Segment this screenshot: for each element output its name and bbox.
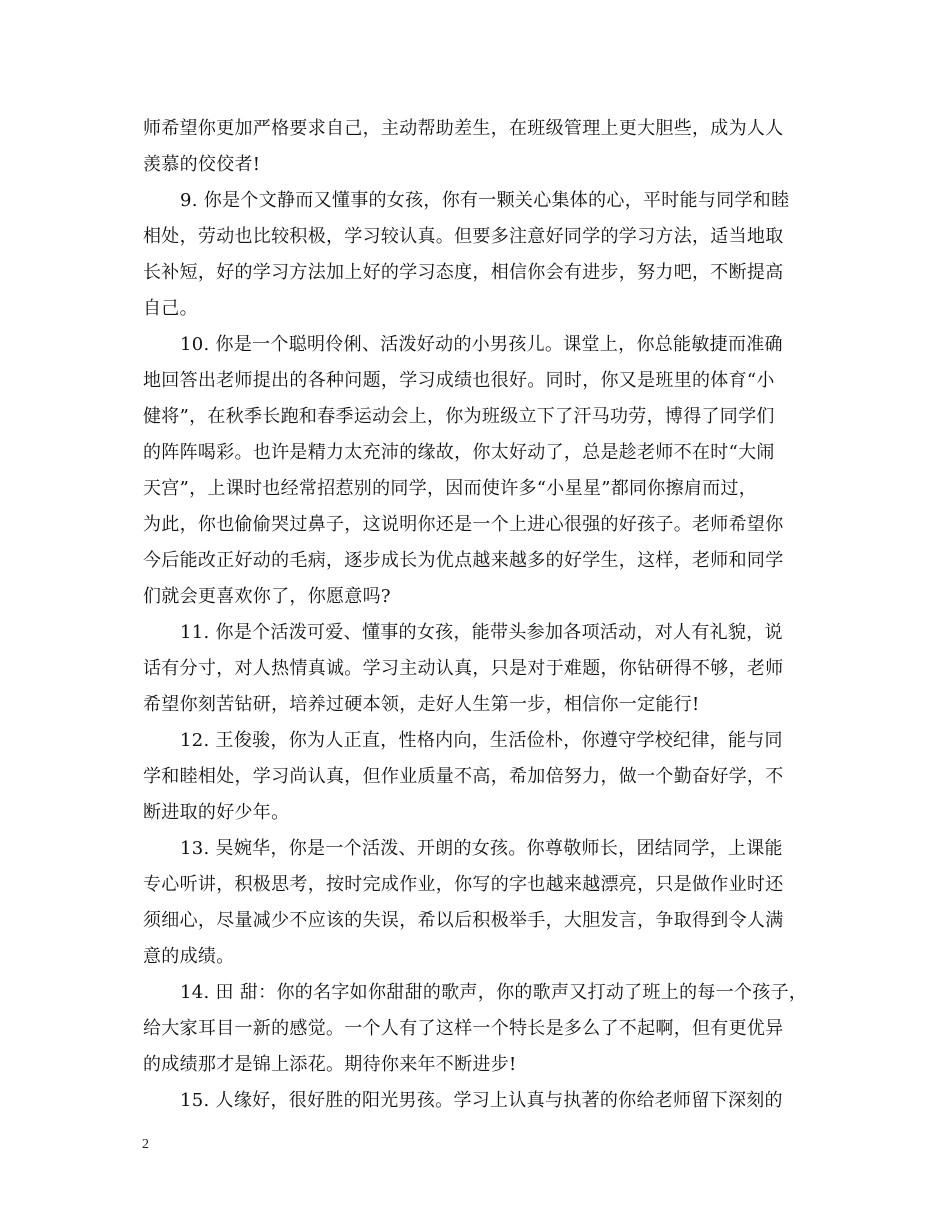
text-line: 们就会更喜欢你了，你愿意吗? xyxy=(143,586,391,607)
text-line: 须细心，尽量减少不应该的失误，希以后积极举手，大胆发言，争取得到令人满 xyxy=(143,910,784,931)
text-line: 相处，劳动也比较积极，学习较认真。但要多注意好同学的学习方法，适当地取 xyxy=(143,226,784,247)
text-line: 话有分寸，对人热情真诚。学习主动认真，只是对于难题，你钻研得不够，老师 xyxy=(143,658,784,679)
paragraph-p11 xyxy=(143,615,811,723)
text-line: 14. 田 甜：你的名字如你甜甜的歌声，你的歌声又打动了班上的每一个孩子， xyxy=(180,982,808,1003)
text-line: 天宫”，上课时也经常招惹别的同学，因而使许多“小星星”都同你擦肩而过， xyxy=(143,478,758,499)
page-number: 2 xyxy=(142,1137,149,1152)
text-line: 11. 你是个活泼可爱、懂事的女孩，能带头参加各项活动，对人有礼貌，说 xyxy=(180,622,783,643)
text-line: 给大家耳目一新的感觉。一个人有了这样一个特长是多么了不起啊，但有更优异 xyxy=(143,1018,784,1039)
paragraph-p12 xyxy=(143,723,811,831)
paragraph-p9 xyxy=(143,183,811,327)
paragraph-p-cont xyxy=(143,111,811,183)
text-line: 为此，你也偷偷哭过鼻子，这说明你还是一个上进心很强的好孩子。老师希望你 xyxy=(143,514,784,535)
paragraph-p10 xyxy=(143,327,811,615)
text-line: 15. 人缘好，很好胜的阳光男孩。学习上认真与执著的你给老师留下深刻的 xyxy=(180,1090,783,1111)
text-line: 9. 你是个文静而又懂事的女孩，你有一颗关心集体的心，平时能与同学和睦 xyxy=(180,190,790,211)
document-body xyxy=(143,111,811,1119)
text-line: 长补短，好的学习方法加上好的学习态度，相信你会有进步，努力吧，不断提高 xyxy=(143,262,784,283)
text-line: 羡慕的佼佼者! xyxy=(143,154,261,175)
text-line: 意的成绩。 xyxy=(143,946,235,967)
text-line: 学和睦相处，学习尚认真，但作业质量不高，希加倍努力，做一个勤奋好学，不 xyxy=(143,766,784,787)
text-line: 今后能改正好动的毛病，逐步成长为优点越来越多的好学生，这样，老师和同学 xyxy=(143,550,784,571)
text-line: 断进取的好少年。 xyxy=(143,802,290,823)
text-line: 健将”，在秋季长跑和春季运动会上，你为班级立下了汗马功劳，博得了同学们 xyxy=(143,406,775,427)
text-line: 10. 你是一个聪明伶俐、活泼好动的小男孩儿。课堂上，你总能敏捷而准确 xyxy=(180,334,783,355)
text-line: 专心听讲，积极思考，按时完成作业，你写的字也越来越漂亮，只是做作业时还 xyxy=(143,874,784,895)
text-line: 12. 王俊骏，你为人正直，性格内向，生活俭朴，你遵守学校纪律，能与同 xyxy=(180,730,783,751)
text-line: 自己。 xyxy=(143,298,198,319)
text-line: 13. 吴婉华，你是一个活泼、开朗的女孩。你尊敬师长，团结同学，上课能 xyxy=(180,838,783,859)
paragraph-p15 xyxy=(143,1083,811,1119)
paragraph-p14 xyxy=(143,975,811,1083)
text-line: 师希望你更加严格要求自己，主动帮助差生，在班级管理上更大胆些，成为人人 xyxy=(143,118,784,139)
paragraph-p13 xyxy=(143,831,811,975)
text-line: 希望你刻苦钻研，培养过硬本领，走好人生第一步，相信你一定能行! xyxy=(143,694,700,715)
text-line: 的成绩那才是锦上添花。期待你来年不断进步! xyxy=(143,1054,517,1075)
text-line: 地回答出老师提出的各种问题，学习成绩也很好。同时，你又是班里的体育“小 xyxy=(143,370,775,391)
text-line: 的阵阵喝彩。也许是精力太充沛的缘故，你太好动了，总是趁老师不在时“大闹 xyxy=(143,442,775,463)
